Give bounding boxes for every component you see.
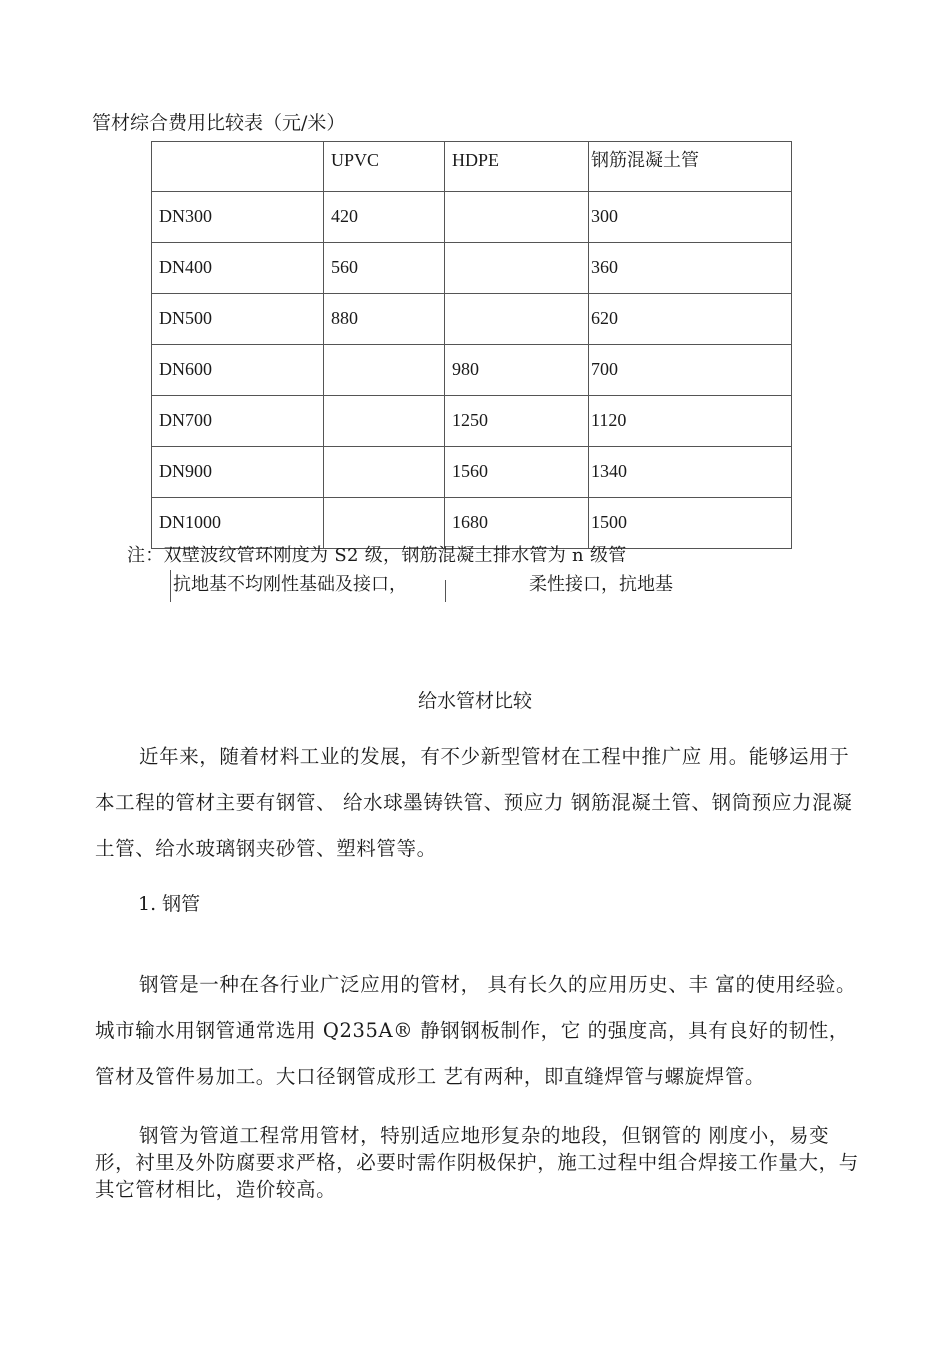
table-row	[152, 192, 792, 243]
table-note-right: 柔性接口，抗地基	[529, 574, 673, 595]
table-cell: 700	[589, 345, 792, 396]
table-cell: DN700	[152, 396, 324, 447]
cost-comparison-table	[151, 141, 792, 549]
table-cell: DN900	[152, 447, 324, 498]
header-cell	[152, 142, 324, 192]
section-heading: 给水管材比较	[417, 690, 532, 712]
header-cell: UPVC	[324, 142, 445, 192]
table-cell: DN500	[152, 294, 324, 345]
table-row	[152, 447, 792, 498]
table-cell: DN1000	[152, 498, 324, 549]
table-cell: 980	[445, 345, 589, 396]
table-cell: 1120	[589, 396, 792, 447]
table-row	[152, 396, 792, 447]
table-cell: DN600	[152, 345, 324, 396]
table-header-row	[152, 142, 792, 192]
table-cell: 420	[324, 192, 445, 243]
table-cell: 560	[324, 243, 445, 294]
table-cell	[324, 447, 445, 498]
steel-paragraph-2	[95, 1122, 865, 1203]
note-divider-right	[445, 580, 446, 602]
table-cell: 1560	[445, 447, 589, 498]
table-cell: 1250	[445, 396, 589, 447]
table-title: 管材综合费用比较表（元/米）	[92, 112, 346, 134]
subsection-title: 1. 钢管	[138, 893, 201, 915]
note-divider-left	[170, 570, 171, 602]
header-cell: HDPE	[445, 142, 589, 192]
steel-paragraph-1	[95, 962, 865, 1100]
table-note: 注：双壁波纹管环刚度为 S2 级，钢筋混凝土排水管为 n 级管	[127, 545, 627, 566]
table-cell: 880	[324, 294, 445, 345]
intro-paragraph	[95, 734, 865, 872]
table-cell: 1340	[589, 447, 792, 498]
steel-paragraph-2-text: 钢管为管道工程常用管材，特别适应地形复杂的地段，但钢管的 刚度小，易变形，衬里及外防腐要求严格，必要时需作阴极保护，施工过程中组合焊接工作量大，与其它管材相比，造价较高。	[95, 1124, 859, 1201]
table-cell	[324, 345, 445, 396]
table-cell	[445, 192, 589, 243]
table-row	[152, 345, 792, 396]
table-cell: 300	[589, 192, 792, 243]
intro-paragraph-text: 近年来，随着材料工业的发展，有不少新型管材在工程中推广应 用。能够运用于本工程的管材主要有钢管、 给水球墨铸铁管、预应力 钢筋混凝土管、钢筒预应力混凝土管、给水玻璃钢夹砂管、塑料管等。	[95, 745, 853, 860]
table-cell: 1500	[589, 498, 792, 549]
table-row	[152, 294, 792, 345]
table-cell: DN400	[152, 243, 324, 294]
table-cell: 360	[589, 243, 792, 294]
table-cell	[324, 396, 445, 447]
header-cell: 钢筋混凝土管	[589, 142, 792, 192]
table-note-left: 抗地基不均刚性基础及接口，	[173, 574, 407, 595]
steel-paragraph-1-text: 钢管是一种在各行业广泛应用的管材， 具有长久的应用历史、丰 富的使用经验。城市输水用钢管通常选用 Q235A® 静钢钢板制作，它 的强度高，具有良好的韧性，管材及管件易加工。大口径钢管成形工 艺有两种，即直缝焊管与螺旋焊管。	[95, 973, 857, 1088]
table-cell: 620	[589, 294, 792, 345]
table-cell: DN300	[152, 192, 324, 243]
table-cell: 1680	[445, 498, 589, 549]
table-cell	[445, 294, 589, 345]
table-row	[152, 243, 792, 294]
table-cell	[445, 243, 589, 294]
